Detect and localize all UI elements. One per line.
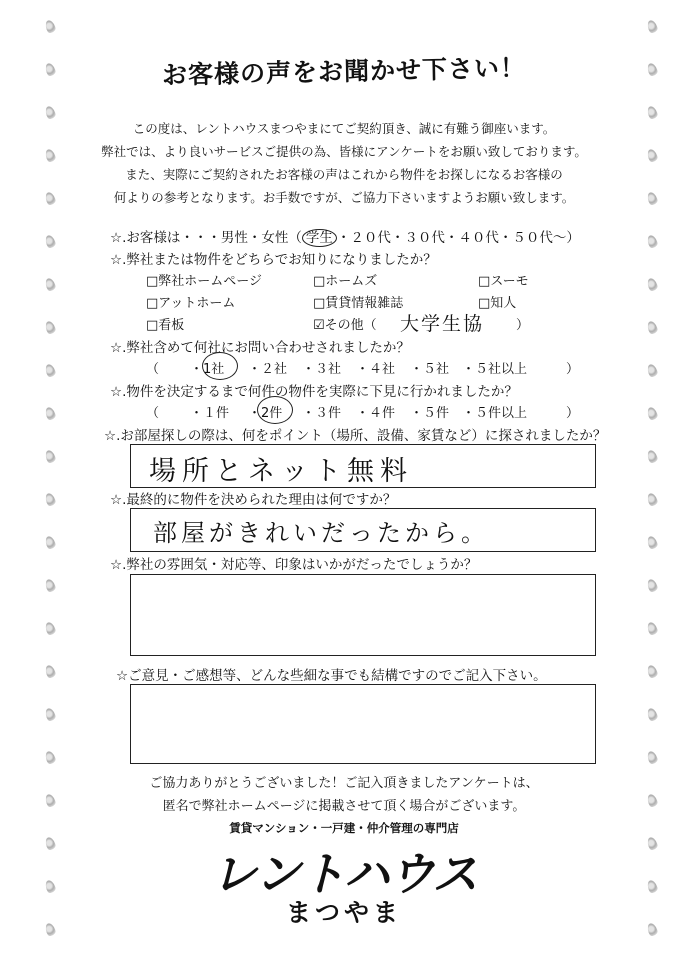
q2-question: ☆.弊社または物件をどちらでお知りになりましたか？ [110,252,437,268]
q4-option-1[interactable]: ・１件 [190,406,230,421]
q8-question: ☆ご意見・ご感想等、どんな些細な事でも結構ですのでご記入下さい。 [116,668,547,684]
footer-line-2: 匿名で弊社ホームページに掲載させて頂く場合がございます。 [162,799,526,814]
q2-option-rental-magazine[interactable]: □賃貸情報雑誌 [313,296,404,311]
q7-question: ☆.弊社の雰囲気・対応等、印象はいかがだったでしょうか？ [110,557,478,573]
q3-option-1[interactable]: ・1社 [190,362,225,377]
q4-open-paren: （ [146,406,160,421]
q1-prefix: ☆.お客様は・・・男性・女性（ [110,230,302,246]
q1-row [110,226,580,246]
q4-option-3[interactable]: ・３件 [302,406,342,421]
intro-line-4: 何よりの参考となります。お手数ですが、ご協力下さいますようお願い致します。 [113,190,575,205]
q2-other-close-paren: ） [516,318,530,333]
intro-line-1: この度は、レントハウスまつやまにてご契約頂き、誠に有難う御座います。 [132,121,556,136]
q2-option-suumo[interactable]: □スーモ [478,274,529,289]
q3-option-3[interactable]: ・３社 [302,362,342,377]
q2-option-company-homepage[interactable]: □弊社ホームページ [146,274,263,289]
company-tagline: 賃貸マンション・一戸建・仲介管理の専門店 [229,821,459,835]
q3-open-paren: （ [146,362,160,377]
q4-option-4[interactable]: ・４件 [356,406,396,421]
q4-close-paren: ） [566,406,580,421]
q2-option-athome[interactable]: □アットホーム [146,296,236,311]
q6-answer-box[interactable] [130,508,596,552]
intro-line-2: 弊社では、より良いサービスご提供の為、皆様にアンケートをお願い致しております。 [101,144,587,159]
q3-close-paren: ） [566,362,580,377]
company-logo-subname: まつやま [285,898,402,927]
q3-option-5[interactable]: ・５社 [410,362,450,377]
q4-option-5plus[interactable]: ・５件以上 [462,406,528,421]
q2-other-handwritten-answer: 大学生協 [400,313,485,335]
q5-question: ☆.お部屋探しの際は、何をポイント（場所、設備、家賃など）に探されましたか？ [104,428,607,444]
q4-option-2[interactable]: ・2件 [248,406,283,421]
q4-option-5[interactable]: ・５件 [410,406,450,421]
page-title: お客様の声をお聞かせ下さい！ [161,53,527,90]
q8-answer-box[interactable] [130,684,596,764]
intro-line-3: また、実際にご契約されたお客様の声はこれから物件をお探しになるお客様の [125,167,563,182]
q5-handwritten-answer: 場所とネット無料 [149,456,413,487]
q2-option-signboard[interactable]: □看板 [146,318,185,333]
q3-option-2[interactable]: ・２社 [248,362,288,377]
q5-answer-box[interactable] [130,444,596,488]
q7-answer-box[interactable] [130,574,596,656]
q3-option-4[interactable]: ・４社 [356,362,396,377]
q2-option-other[interactable]: ☑その他（ [313,318,377,333]
q6-question: ☆.最終的に物件を決められた理由は何ですか？ [110,492,397,508]
q4-question: ☆.物件を決定するまで何件の物件を実際に下見に行かれましたか？ [110,384,518,400]
q2-other-checkbox[interactable]: ☑ [313,318,325,333]
q1-selected-student[interactable]: 学生 [302,229,337,247]
q6-handwritten-answer: 部屋がきれいだったから。 [153,519,489,547]
company-logo-name: レントハウス [210,847,478,901]
footer-line-1: ご協力ありがとうございました！ご記入頂きましたアンケートは、 [149,776,539,791]
q3-question: ☆.弊社含めて何社にお問い合わせされましたか？ [110,340,410,356]
q3-option-5plus[interactable]: ・５社以上 [462,362,528,377]
q1-rest: ・２０代・３０代・４０代・５０代～） [336,230,580,246]
q2-option-acquaintance[interactable]: □知人 [478,296,517,311]
q2-option-homes[interactable]: □ホームズ [313,274,378,289]
